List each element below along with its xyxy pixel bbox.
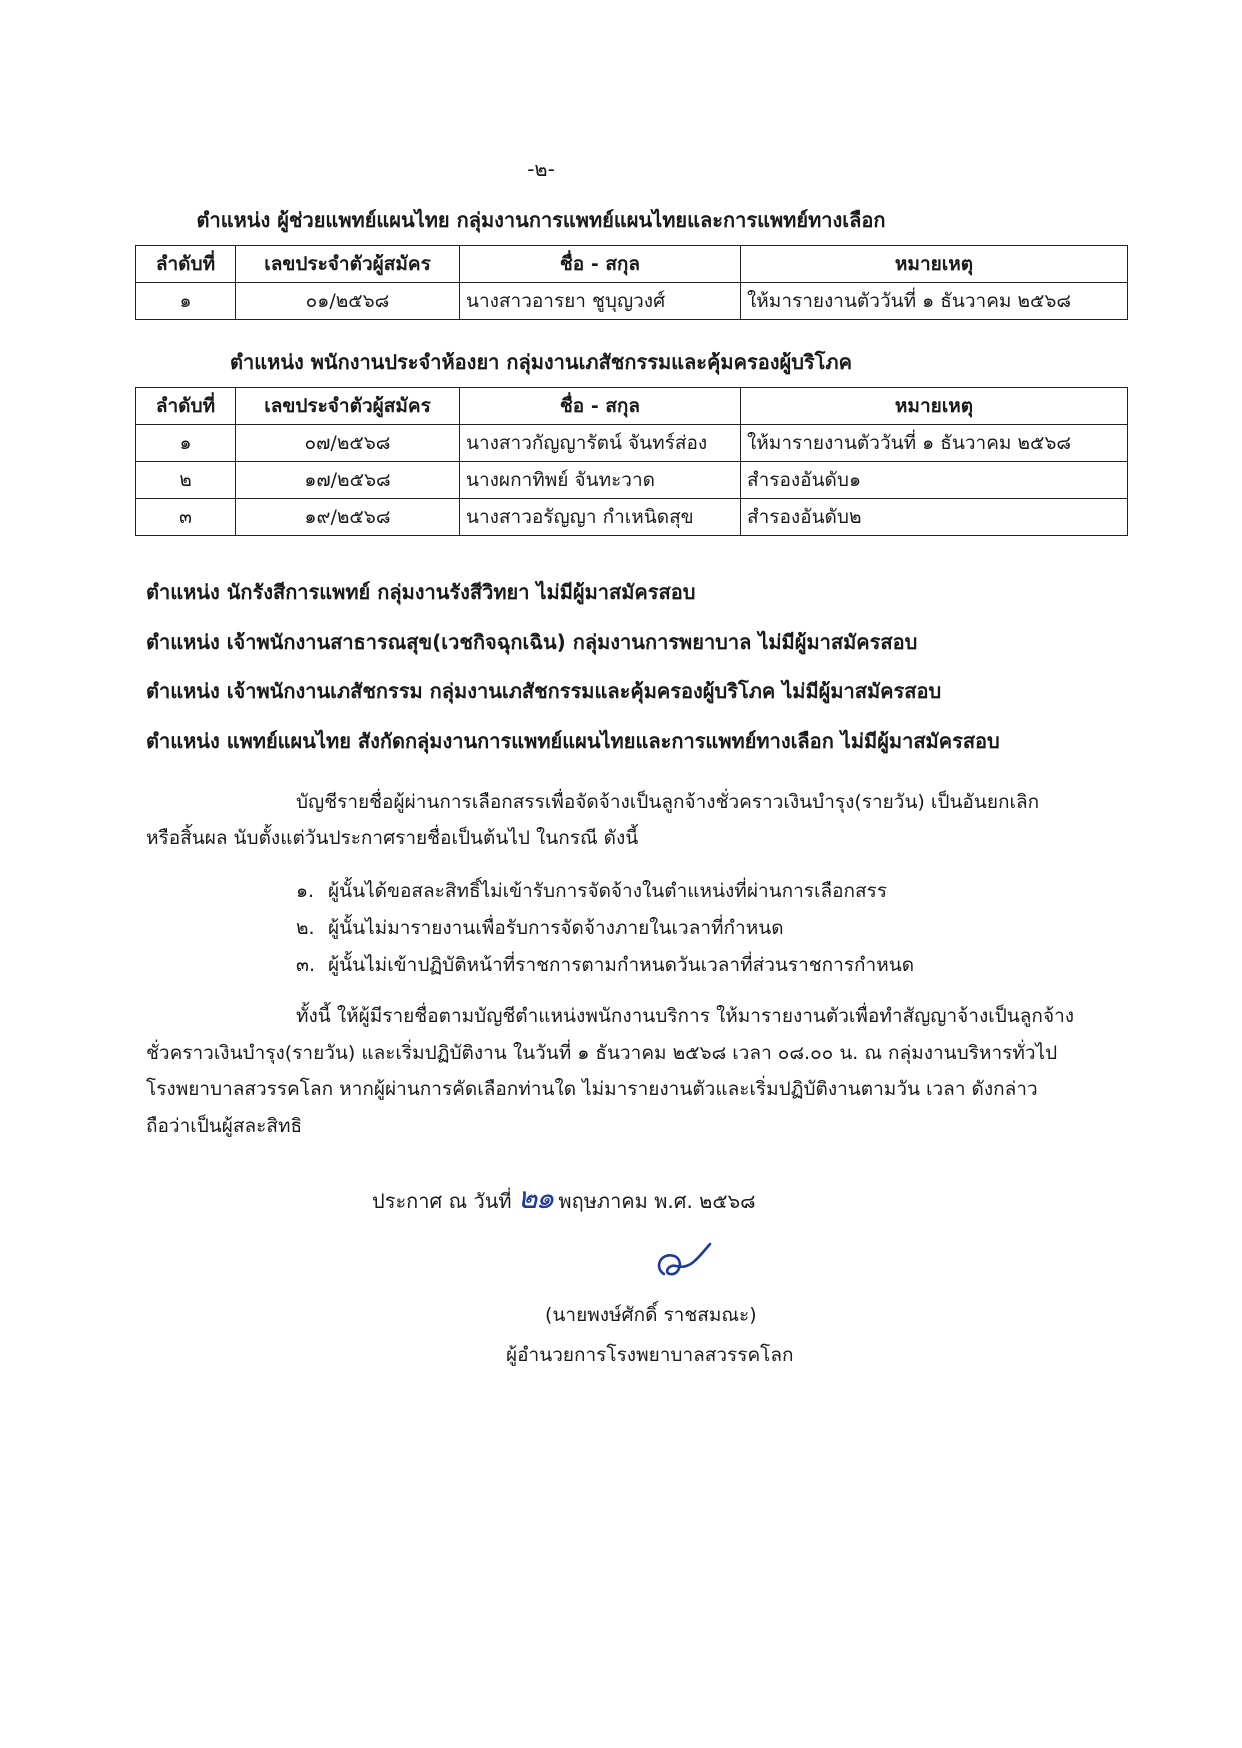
header-remark: หมายเหตุ	[741, 388, 1128, 425]
cell-applicant-id: ๑๗/๒๕๖๘	[236, 462, 460, 499]
header-full-name: ชื่อ - สกุล	[460, 246, 741, 283]
cell-full-name: นางสาวอรัญญา กำเหนิดสุข	[460, 499, 741, 536]
condition-number: ๑.	[296, 880, 315, 902]
roster-table-thai-medicine-assistant	[135, 245, 1128, 320]
condition-number: ๒.	[296, 917, 315, 939]
cell-full-name: นางผกาทิพย์ จันทะวาด	[460, 462, 741, 499]
table-header-row	[136, 246, 1128, 283]
closing-para-line-4: ถือว่าเป็นผู้สละสิทธิ	[146, 1115, 303, 1137]
signer-title: ผู้อำนวยการโรงพยาบาลสวรรคโลก	[506, 1344, 794, 1366]
cell-remark: ให้มารายงานตัววันที่ ๑ ธันวาคม ๒๕๖๘	[741, 425, 1128, 462]
signature-icon	[650, 1238, 720, 1288]
header-applicant-id: เลขประจำตัวผู้สมัคร	[236, 246, 460, 283]
page-number: -๒-	[527, 157, 555, 181]
header-applicant-id: เลขประจำตัวผู้สมัคร	[236, 388, 460, 425]
cell-order: ๓	[136, 499, 236, 536]
no-applicant-thai-medicine: ตำแหน่ง แพทย์แผนไทย สังกัดกลุ่มงานการแพทย์แผนไทยและการแพทย์ทางเลือก ไม่มีผู้มาสมัครสอบ	[146, 729, 1000, 753]
cell-full-name: นางสาวกัญญารัตน์ จันทร์ส่อง	[460, 425, 741, 462]
header-remark: หมายเหตุ	[741, 246, 1128, 283]
no-applicant-radiology: ตำแหน่ง นักรังสีการแพทย์ กลุ่มงานรังสีวิทยา ไม่มีผู้มาสมัครสอบ	[146, 580, 696, 604]
header-order: ลำดับที่	[136, 246, 236, 283]
roster-table-pharmacy-staff	[135, 387, 1128, 536]
cancel-para-line-1: บัญชีรายชื่อผู้ผ่านการเลือกสรรเพื่อจัดจ้างเป็นลูกจ้างชั่วคราวเงินบำรุง(รายวัน) เป็นอันยกเลิก	[296, 791, 1040, 813]
cell-remark: สำรองอันดับ๒	[741, 499, 1128, 536]
condition-text: ผู้นั้นไม่เข้าปฏิบัติหน้าที่ราชการตามกำหนดวันเวลาที่ส่วนราชการกำหนด	[328, 954, 915, 976]
closing-para-line-1: ทั้งนี้ ให้ผู้มีรายชื่อตามบัญชีตำแหน่งพนักงานบริการ ให้มารายงานตัวเพื่อทำสัญญาจ้างเป็นลูกจ้าง	[296, 1005, 1075, 1027]
closing-para-line-3: โรงพยาบาลสวรรคโลก หากผู้ผ่านการคัดเลือกท่านใด ไม่มารายงานตัวและเริ่มปฏิบัติงานตามวัน เวลา ดังกล่าว	[146, 1078, 1038, 1100]
cell-remark: ให้มารายงานตัววันที่ ๑ ธันวาคม ๒๕๖๘	[741, 283, 1128, 320]
no-applicant-emergency: ตำแหน่ง เจ้าพนักงานสาธารณสุข(เวชกิจฉุกเฉิน) กลุ่มงานการพยาบาล ไม่มีผู้มาสมัครสอบ	[146, 630, 918, 654]
table-row	[136, 425, 1128, 462]
announcement-prefix: ประกาศ ณ วันที่	[372, 1189, 512, 1213]
cell-full-name: นางสาวอารยา ชูบุญวงศ์	[460, 283, 741, 320]
list-item	[296, 910, 914, 947]
announcement-day-handwritten: ๒๑	[517, 1181, 553, 1216]
cell-order: ๑	[136, 425, 236, 462]
cell-order: ๒	[136, 462, 236, 499]
list-item	[296, 947, 914, 984]
cell-remark: สำรองอันดับ๑	[741, 462, 1128, 499]
header-order: ลำดับที่	[136, 388, 236, 425]
condition-number: ๓.	[296, 954, 316, 976]
announcement-date	[372, 1175, 756, 1222]
cell-applicant-id: ๑๙/๒๕๖๘	[236, 499, 460, 536]
closing-para-line-2: ชั่วคราวเงินบำรุง(รายวัน) และเริ่มปฏิบัติงาน ในวันที่ ๑ ธันวาคม ๒๕๖๘ เวลา ๐๘.๐๐ น. ณ กลุ่มงานบริหารทั่วไป	[146, 1042, 1058, 1064]
table-row	[136, 499, 1128, 536]
section-title-thai-medicine-assistant: ตำแหน่ง ผู้ช่วยแพทย์แผนไทย กลุ่มงานการแพทย์แผนไทยและการแพทย์ทางเลือก	[196, 208, 886, 232]
table-header-row	[136, 388, 1128, 425]
condition-text: ผู้นั้นไม่มารายงานเพื่อรับการจัดจ้างภายในเวลาที่กำหนด	[328, 917, 784, 939]
header-full-name: ชื่อ - สกุล	[460, 388, 741, 425]
condition-list	[296, 873, 914, 984]
cell-order: ๑	[136, 283, 236, 320]
no-applicant-pharmacy-officer: ตำแหน่ง เจ้าพนักงานเภสัชกรรม กลุ่มงานเภสัชกรรมและคุ้มครองผู้บริโภค ไม่มีผู้มาสมัครสอบ	[146, 679, 942, 703]
table-row	[136, 283, 1128, 320]
cancel-para-line-2: หรือสิ้นผล นับตั้งแต่วันประกาศรายชื่อเป็นต้นไป ในกรณี ดังนี้	[146, 827, 639, 849]
table-row	[136, 462, 1128, 499]
section-title-pharmacy-staff: ตำแหน่ง พนักงานประจำห้องยา กลุ่มงานเภสัชกรรมและคุ้มครองผู้บริโภค	[230, 350, 852, 374]
condition-text: ผู้นั้นได้ขอสละสิทธิ์ไม่เข้ารับการจัดจ้างในตำแหน่งที่ผ่านการเลือกสรร	[328, 880, 888, 902]
announcement-suffix: พฤษภาคม พ.ศ. ๒๕๖๘	[558, 1189, 756, 1213]
list-item	[296, 873, 914, 910]
signer-name: (นายพงษ์ศักดิ์ ราชสมณะ)	[545, 1304, 757, 1326]
cell-applicant-id: ๐๗/๒๕๖๘	[236, 425, 460, 462]
cell-applicant-id: ๐๑/๒๕๖๘	[236, 283, 460, 320]
